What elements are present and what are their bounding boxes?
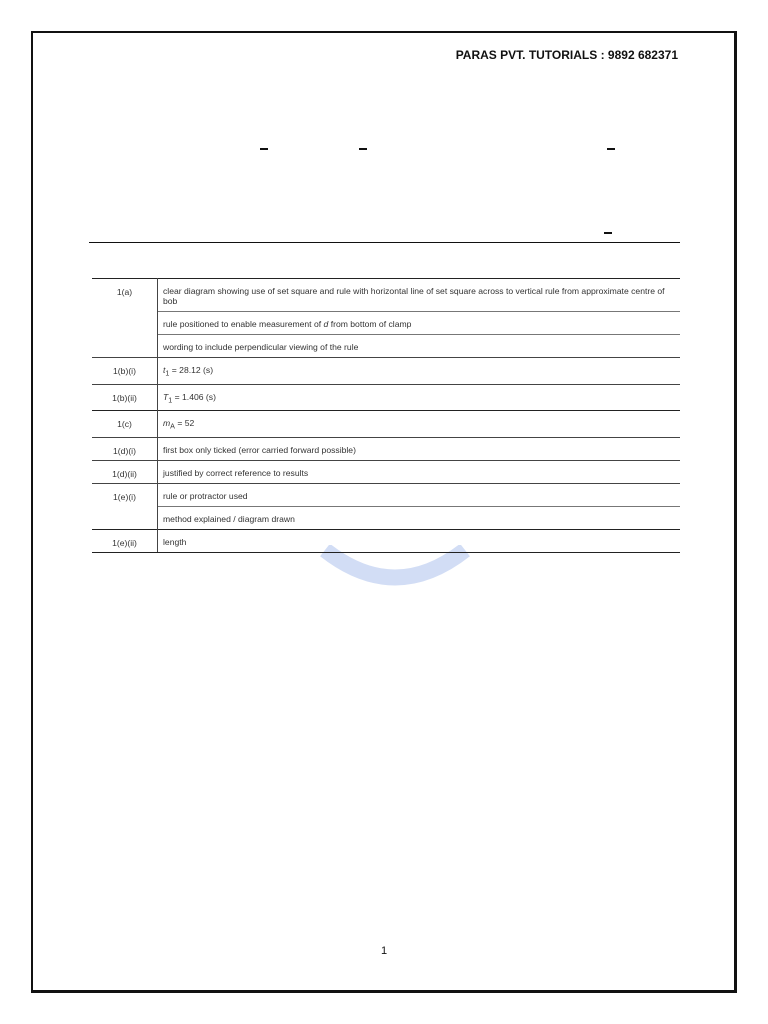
header-title: PARAS PVT. TUTORIALS : 9892 682371: [455, 48, 678, 62]
dash-mark-3: [607, 148, 615, 150]
table-row: [92, 384, 680, 411]
dash-mark-4: [604, 232, 612, 234]
answer-cell: $T_1 = 1.406$ (s): [158, 384, 681, 411]
table-row: [92, 411, 680, 438]
answer-cell: rule or protractor used: [158, 484, 681, 507]
question-cell: 1(b)(i): [92, 358, 158, 385]
table-row: [92, 279, 680, 312]
question-cell: 1(d)(i): [92, 438, 158, 461]
answer-cell: clear diagram showing use of set square and rule with horizontal line of set square across to vertical rule from approximate centre of bob: [158, 279, 681, 312]
table-row: [92, 335, 680, 358]
answer-cell: length: [158, 530, 681, 553]
table-row: [92, 438, 680, 461]
question-cell: 1(e)(i): [92, 484, 158, 530]
question-cell: 1(c): [92, 411, 158, 438]
horizontal-rule: [89, 242, 680, 243]
answer-cell: $m_A = 52$: [158, 411, 681, 438]
answer-cell: wording to include perpendicular viewing of the rule: [158, 335, 681, 358]
table-row: [92, 312, 680, 335]
answer-cell: justified by correct reference to results: [158, 461, 681, 484]
dash-mark-1: [260, 148, 268, 150]
question-cell: 1(d)(ii): [92, 461, 158, 484]
mark-scheme-table: [92, 278, 680, 553]
question-cell: 1(e)(ii): [92, 530, 158, 553]
table-row: [92, 484, 680, 507]
answer-cell: method explained / diagram drawn: [158, 507, 681, 530]
table-row: [92, 358, 680, 385]
table-row: [92, 530, 680, 553]
table-row: [92, 461, 680, 484]
table-row: [92, 507, 680, 530]
dash-mark-2: [359, 148, 367, 150]
answer-cell: $t_1 = 28.12$ (s): [158, 358, 681, 385]
question-cell: 1(a): [92, 279, 158, 358]
page-number: 1: [380, 945, 388, 957]
answer-cell: rule positioned to enable measurement of d from bottom of clamp: [158, 312, 681, 335]
answer-cell: first box only ticked (error carried forward possible): [158, 438, 681, 461]
question-cell: 1(b)(ii): [92, 384, 158, 411]
